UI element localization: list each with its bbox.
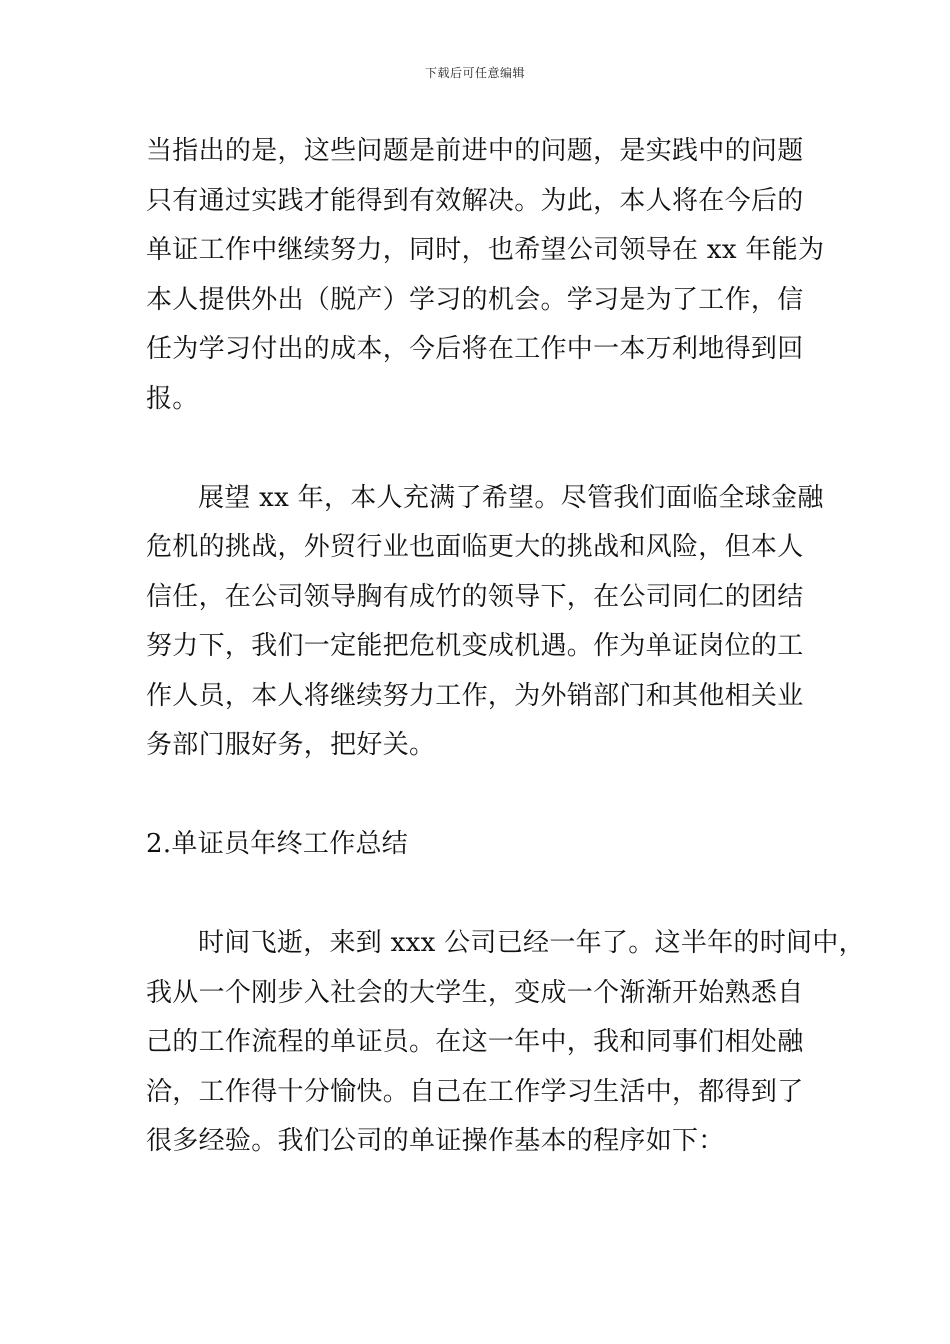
paragraph-1 — [146, 127, 825, 424]
paragraph-line: 任为学习付出的成本，今后将在工作中一本万利地得到回 — [146, 334, 804, 364]
document-body — [146, 127, 865, 1167]
paragraph-line: 当指出的是，这些问题是前进中的问题，是实践中的问题 — [146, 136, 804, 166]
paragraph-line: 很多经验。我们公司的单证操作基本的程序如下： — [146, 1126, 725, 1156]
page-header-note: 下载后可任意编辑 — [424, 66, 525, 80]
section-heading: 2.单证员年终工作总结 — [146, 829, 409, 859]
paragraph-spacer — [146, 771, 808, 821]
paragraph-line: 报。 — [146, 383, 199, 414]
paragraph-line: 单证工作中继续努力，同时，也希望公司领导在 xx 年能为 — [146, 235, 825, 265]
paragraph-line: 己的工作流程的单证员。在这一年中，我和同事们相处融 — [146, 1027, 804, 1057]
paragraph-line: 本人提供外出（脱产）学习的机会。学习是为了工作，信 — [146, 284, 804, 315]
paragraph-line: 时间飞逝，来到 xxx 公司已经一年了。这半年的时间中， — [198, 928, 865, 958]
paragraph-3 — [146, 919, 865, 1167]
paragraph-line: 务部门服好务，把好关。 — [146, 730, 436, 760]
paragraph-line: 危机的挑战，外贸行业也面临更大的挑战和风险，但本人 — [146, 532, 804, 562]
paragraph-line: 洽，工作得十分愉快。自己在工作学习生活中，都得到了 — [146, 1076, 804, 1107]
paragraph-spacer — [146, 424, 808, 474]
paragraph-line: 作人员，本人将继续努力工作，为外销部门和其他相关业 — [146, 680, 804, 711]
paragraph-line: 展望 xx 年，本人充满了希望。尽管我们面临全球金融 — [198, 482, 824, 513]
paragraph-line: 只有通过实践才能得到有效解决。为此，本人将在今后的 — [146, 185, 804, 216]
paragraph-spacer — [146, 870, 808, 920]
paragraph-line: 我从一个刚步入社会的大学生，变成一个渐渐开始熟悉自 — [146, 977, 804, 1008]
paragraph-2 — [146, 474, 824, 771]
paragraph-line: 信任，在公司领导胸有成竹的领导下，在公司同仁的团结 — [146, 581, 804, 612]
paragraph-line: 努力下，我们一定能把危机变成机遇。作为单证岗位的工 — [146, 631, 804, 661]
